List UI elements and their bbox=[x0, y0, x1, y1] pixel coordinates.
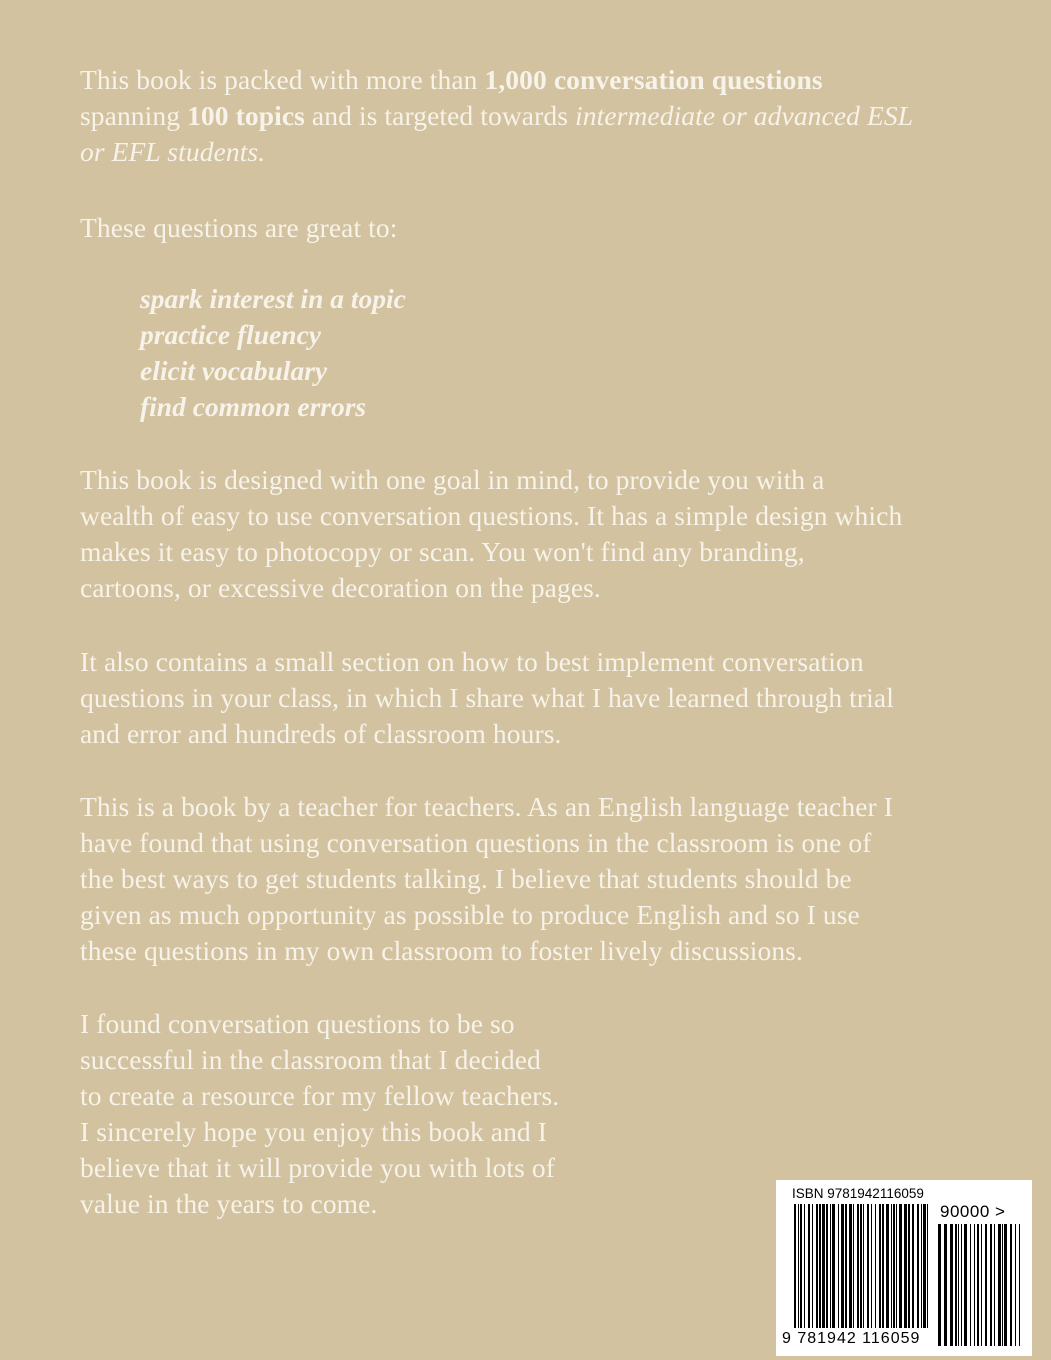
addon-bar bbox=[1004, 1224, 1007, 1346]
addon-bar bbox=[944, 1224, 947, 1346]
target-audience-1: intermediate or advanced ESL bbox=[575, 100, 914, 131]
addon-bar bbox=[964, 1224, 967, 1346]
barcode-bar bbox=[819, 1204, 821, 1328]
addon-bar bbox=[938, 1224, 941, 1346]
barcode-bar bbox=[886, 1204, 889, 1328]
barcode-bar bbox=[822, 1204, 825, 1328]
addon-bar bbox=[961, 1224, 962, 1346]
benefit-item: find common errors bbox=[140, 391, 367, 422]
teacher-paragraph bbox=[80, 789, 980, 969]
text-line: It also contains a small section on how to best implement conversation bbox=[80, 646, 864, 677]
barcode-bar bbox=[826, 1204, 828, 1328]
topic-count: 100 topics bbox=[187, 100, 305, 131]
addon-bar bbox=[990, 1224, 992, 1346]
text-line: This is a book by a teacher for teachers. As an English language teacher I bbox=[80, 791, 893, 822]
barcode-bar bbox=[921, 1204, 922, 1328]
addon-bar bbox=[1019, 1224, 1020, 1346]
text-line: cartoons, or excessive decoration on the pages. bbox=[80, 572, 601, 603]
barcode-bar bbox=[830, 1204, 831, 1328]
text-line: successful in the classroom that I decided bbox=[80, 1044, 541, 1075]
text-line: value in the years to come. bbox=[80, 1188, 378, 1219]
text-line: This book is designed with one goal in mind, to provide you with a bbox=[80, 464, 825, 495]
question-count: 1,000 conversation questions bbox=[484, 64, 823, 95]
text-line: believe that it will provide you with lots of bbox=[80, 1152, 555, 1183]
benefit-item: spark interest in a topic bbox=[140, 283, 406, 314]
barcode-bar bbox=[849, 1204, 852, 1328]
intro-line-3 bbox=[80, 134, 980, 170]
addon-bar bbox=[994, 1224, 995, 1346]
addon-bar bbox=[998, 1224, 1001, 1346]
addon-bar bbox=[1010, 1224, 1012, 1346]
barcode-bar bbox=[867, 1204, 869, 1328]
barcode-bar bbox=[923, 1204, 926, 1328]
addon-bar bbox=[950, 1224, 953, 1346]
intro-text-1: This book is packed with more than bbox=[80, 64, 485, 95]
addon-bar bbox=[1002, 1224, 1003, 1346]
intro-text-3: and is targeted towards bbox=[304, 100, 576, 131]
barcode-bar bbox=[882, 1204, 884, 1328]
price-code: 90000 > bbox=[940, 1202, 1006, 1221]
barcode-bar bbox=[871, 1204, 872, 1328]
barcode-bar bbox=[879, 1204, 881, 1328]
barcode-bar bbox=[891, 1204, 892, 1328]
barcode-bar bbox=[798, 1204, 799, 1328]
text-line: I sincerely hope you enjoy this book and I bbox=[80, 1116, 548, 1147]
design-paragraph bbox=[80, 462, 980, 606]
barcode-bar bbox=[812, 1204, 813, 1328]
benefits-list bbox=[140, 281, 406, 425]
barcode-bar bbox=[857, 1204, 859, 1328]
barcode-bar bbox=[896, 1204, 897, 1328]
ean-digits: 9 781942 116059 bbox=[782, 1330, 921, 1347]
barcode-bar bbox=[893, 1204, 895, 1328]
intro-line-1 bbox=[80, 62, 980, 98]
intro-text-2: spanning bbox=[80, 100, 188, 131]
barcode-bar bbox=[800, 1204, 802, 1328]
barcode-bar bbox=[838, 1204, 839, 1328]
barcode-bar bbox=[845, 1204, 847, 1328]
target-audience-2: or EFL students. bbox=[80, 136, 266, 167]
text-line: makes it easy to photocopy or scan. You won't find any branding, bbox=[80, 536, 805, 567]
addon-bar bbox=[955, 1224, 957, 1346]
addon-bar bbox=[958, 1224, 959, 1346]
addon-bar bbox=[981, 1224, 982, 1346]
text-line: I found conversation questions to be so bbox=[80, 1008, 515, 1039]
addon-bar bbox=[970, 1224, 971, 1346]
benefit-item: elicit vocabulary bbox=[140, 355, 328, 386]
barcode-bar bbox=[804, 1204, 805, 1328]
closing-paragraph bbox=[80, 1006, 600, 1222]
benefit-item: practice fluency bbox=[140, 319, 321, 350]
barcode-bar bbox=[832, 1204, 835, 1328]
barcode-bar bbox=[908, 1204, 910, 1328]
addon-bar bbox=[977, 1224, 979, 1346]
barcode-bar bbox=[794, 1204, 796, 1328]
text-line: the best ways to get students talking. I believe that students should be bbox=[80, 863, 852, 894]
addon-bar bbox=[985, 1224, 987, 1346]
text-line: to create a resource for my fellow teachers. bbox=[80, 1080, 560, 1111]
barcode-bar bbox=[841, 1204, 844, 1328]
text-line: these questions in my own classroom to foster lively discussions. bbox=[80, 935, 803, 966]
barcode-bar bbox=[899, 1204, 902, 1328]
text-line: questions in your class, in which I share what I have learned through trial bbox=[80, 682, 894, 713]
addon-bar bbox=[974, 1224, 975, 1346]
barcode-bar bbox=[917, 1204, 919, 1328]
barcode-bar bbox=[875, 1204, 876, 1328]
implementation-paragraph bbox=[80, 644, 980, 752]
text-line: have found that using conversation questions in the classroom is one of bbox=[80, 827, 872, 858]
great-to-heading: These questions are great to: bbox=[80, 212, 398, 243]
addon-bar bbox=[1015, 1224, 1016, 1346]
text-line: given as much opportunity as possible to produce English and so I use bbox=[80, 899, 860, 930]
barcode-bar bbox=[904, 1204, 907, 1328]
isbn-label: ISBN 9781942116059 bbox=[792, 1186, 924, 1201]
barcode-bar bbox=[816, 1204, 818, 1328]
barcode-bar bbox=[808, 1204, 810, 1328]
text-line: wealth of easy to use conversation questions. It has a simple design which bbox=[80, 500, 903, 531]
isbn-barcode bbox=[776, 1180, 1032, 1356]
barcode-bar bbox=[863, 1204, 864, 1328]
barcode-bar bbox=[860, 1204, 862, 1328]
barcode-bar bbox=[912, 1204, 914, 1328]
text-line: and error and hundreds of classroom hours. bbox=[80, 718, 562, 749]
intro-paragraph bbox=[80, 62, 980, 170]
intro-line-2 bbox=[80, 98, 980, 134]
barcode-bar bbox=[927, 1204, 928, 1328]
barcode-bar bbox=[853, 1204, 854, 1328]
